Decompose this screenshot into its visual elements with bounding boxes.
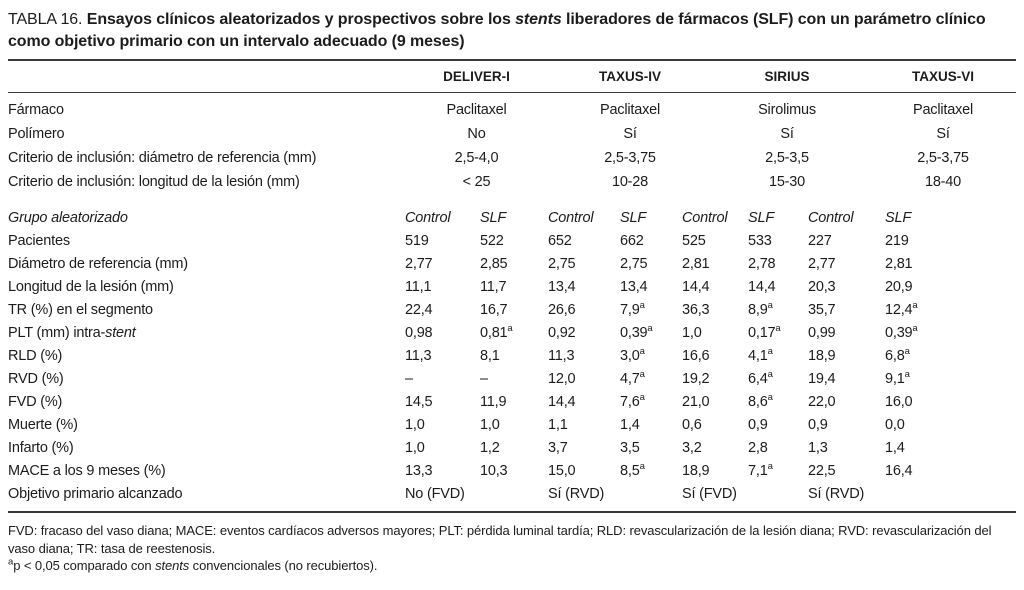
cell-value: 35,7: [808, 302, 836, 318]
footnote-abbreviations: FVD: fracaso del vaso diana; MACE: eventos cardíacos adversos mayores; PLT: pérdida luminal tardía; RLD: revascularización de la lesión diana; RVD: revascularización del vaso diana; TR: tasa de reestenosis.: [8, 523, 992, 556]
cell-value: 8,1: [480, 348, 500, 364]
info-value: 18-40: [924, 174, 962, 190]
row-label: FVD (%): [8, 394, 63, 410]
cell-value: 16,7: [480, 302, 508, 318]
cell-value: 1,0: [405, 417, 425, 433]
cell-value: –: [480, 371, 488, 387]
info-value: Sí: [623, 126, 637, 142]
footnotes: [8, 522, 1016, 575]
cell-value: 9,1$^a$: [885, 369, 910, 387]
cell-value: 1,2: [480, 440, 500, 456]
cell-value: 10,3: [480, 463, 508, 479]
footnote-significance: $^a$p < 0,05 comparado con stents convencionales (no recubiertos).: [8, 556, 378, 573]
trial-column-header: TAXUS-VI: [911, 69, 974, 84]
cell-value: 4,7$^a$: [620, 369, 645, 387]
cell-value: 3,2: [682, 440, 702, 456]
info-value: Paclitaxel: [912, 102, 974, 118]
cell-value: 2,77: [808, 256, 836, 272]
cell-value: 2,78: [748, 256, 776, 272]
row-label: Muerte (%): [8, 417, 78, 433]
row-label: MACE a los 9 meses (%): [8, 463, 166, 479]
cell-value: 522: [480, 233, 504, 249]
row-label: Infarto (%): [8, 440, 74, 456]
subcolumn-header-control: Control: [808, 210, 854, 226]
cell-value: 652: [548, 233, 572, 249]
cell-value: 22,5: [808, 463, 836, 479]
cell-value: 14,4: [682, 279, 710, 295]
row-label: Diámetro de referencia (mm): [8, 256, 188, 272]
row-label: Objetivo primario alcanzado: [8, 486, 183, 502]
endpoint-value: No (FVD): [405, 486, 465, 502]
cell-value: 11,1: [405, 279, 432, 295]
info-value: 2,5-3,75: [604, 150, 656, 166]
table-row: [8, 230, 1016, 253]
info-row: [8, 146, 1016, 170]
cell-value: 7,6$^a$: [620, 392, 645, 410]
cell-value: 0,0: [885, 417, 905, 433]
cell-value: 8,6$^a$: [748, 392, 773, 410]
cell-value: 16,4: [885, 463, 913, 479]
cell-value: 18,9: [682, 463, 710, 479]
cell-value: 19,4: [808, 371, 836, 387]
cell-value: 2,81: [885, 256, 913, 272]
data-rows: [8, 230, 1016, 483]
table-row: [8, 253, 1016, 276]
bottom-rule: [8, 511, 1016, 513]
info-value: Paclitaxel: [599, 102, 661, 118]
cell-value: 20,3: [808, 279, 836, 295]
row-label: Longitud de la lesión (mm): [8, 279, 174, 295]
cell-value: 2,77: [405, 256, 433, 272]
row-label: Fármaco: [8, 102, 64, 118]
cell-value: 227: [808, 233, 832, 249]
endpoint-row: [8, 483, 1016, 506]
row-label: RLD (%): [8, 348, 63, 364]
subcolumn-header-slf: SLF: [480, 210, 506, 226]
cell-value: 519: [405, 233, 429, 249]
trial-column-header: DELIVER-I: [443, 69, 510, 84]
cell-value: 0,39$^a$: [885, 323, 918, 341]
cell-value: 3,0$^a$: [620, 346, 645, 364]
table-row: [8, 437, 1016, 460]
cell-value: 6,8$^a$: [885, 346, 910, 364]
cell-value: 7,1$^a$: [748, 461, 773, 479]
info-value: 2,5-3,5: [765, 150, 809, 166]
info-value: 15-30: [768, 174, 806, 190]
info-value: Sí: [780, 126, 794, 142]
cell-value: 1,0: [405, 440, 425, 456]
cell-value: 14,5: [405, 394, 433, 410]
table-row: [8, 299, 1016, 322]
cell-value: 8,9$^a$: [748, 300, 773, 318]
cell-value: 36,3: [682, 302, 710, 318]
row-label: Polímero: [8, 126, 65, 142]
cell-value: 0,98: [405, 325, 433, 341]
cell-value: 1,0: [682, 325, 702, 341]
cell-value: 22,0: [808, 394, 836, 410]
cell-value: 0,9: [748, 417, 768, 433]
endpoint-value: Sí (FVD): [682, 486, 737, 502]
row-label: RVD (%): [8, 371, 64, 387]
cell-value: 19,2: [682, 371, 710, 387]
cell-value: 1,3: [808, 440, 828, 456]
cell-value: 1,4: [620, 417, 640, 433]
table-row: [8, 368, 1016, 391]
cell-value: –: [405, 371, 413, 387]
cell-value: 0,81$^a$: [480, 323, 513, 341]
cell-value: 0,6: [682, 417, 702, 433]
cell-value: 21,0: [682, 394, 710, 410]
info-row: [8, 98, 1016, 122]
cell-value: 12,0: [548, 371, 576, 387]
cell-value: 11,7: [480, 279, 507, 295]
subcolumn-header-slf: SLF: [620, 210, 646, 226]
table-title: [8, 0, 1016, 52]
table-row: [8, 460, 1016, 483]
cell-value: 533: [748, 233, 772, 249]
cell-value: 0,99: [808, 325, 836, 341]
info-value: No: [467, 126, 486, 142]
cell-value: 11,3: [548, 348, 575, 364]
trial-column-header: SIRIUS: [764, 69, 810, 84]
cell-value: 2,75: [620, 256, 648, 272]
cell-value: 2,75: [548, 256, 576, 272]
cell-value: 14,4: [748, 279, 776, 295]
cell-value: 4,1$^a$: [748, 346, 773, 364]
cell-value: 0,17$^a$: [748, 323, 781, 341]
endpoint-value: Sí (RVD): [548, 486, 605, 502]
cell-value: 18,9: [808, 348, 836, 364]
trial-column-header: TAXUS-IV: [598, 69, 661, 84]
data-section: [8, 207, 1016, 506]
cell-value: 3,7: [548, 440, 568, 456]
cell-value: 2,8: [748, 440, 768, 456]
cell-value: 12,4$^a$: [885, 300, 918, 318]
cell-value: 3,5: [620, 440, 640, 456]
info-section: [8, 93, 1016, 194]
row-label: Grupo aleatorizado: [8, 210, 128, 226]
cell-value: 11,9: [480, 394, 507, 410]
info-value: 2,5-3,75: [917, 150, 969, 166]
row-label: Criterio de inclusión: diámetro de referencia (mm): [8, 150, 317, 166]
cell-value: 219: [885, 233, 909, 249]
cell-value: 15,0: [548, 463, 576, 479]
cell-value: 1,1: [548, 417, 568, 433]
subcolumn-header-slf: SLF: [748, 210, 774, 226]
info-value: 10-28: [611, 174, 649, 190]
row-label: Pacientes: [8, 233, 70, 249]
cell-value: 22,4: [405, 302, 433, 318]
info-value: < 25: [462, 174, 491, 190]
cell-value: 0,92: [548, 325, 576, 341]
row-label: PLT (mm) intra-stent: [8, 325, 136, 341]
cell-value: 16,6: [682, 348, 710, 364]
table-row: [8, 276, 1016, 299]
subcolumn-header-control: Control: [405, 210, 451, 226]
group-header-row: [8, 207, 1016, 230]
info-value: Sirolimus: [758, 102, 816, 118]
info-value: Sí: [936, 126, 950, 142]
cell-value: 7,9$^a$: [620, 300, 645, 318]
info-value: 2,5-4,0: [454, 150, 499, 166]
cell-value: 13,4: [620, 279, 648, 295]
cell-value: 8,5$^a$: [620, 461, 645, 479]
cell-value: 16,0: [885, 394, 913, 410]
table-row: [8, 322, 1016, 345]
cell-value: 2,85: [480, 256, 508, 272]
column-headers: [8, 61, 1016, 92]
cell-value: 1,0: [480, 417, 500, 433]
endpoint-value: Sí (RVD): [808, 486, 865, 502]
cell-value: 1,4: [885, 440, 905, 456]
cell-value: 13,4: [548, 279, 576, 295]
cell-value: 26,6: [548, 302, 576, 318]
subcolumn-header-control: Control: [548, 210, 594, 226]
row-label: TR (%) en el segmento: [8, 302, 153, 318]
table-row: [8, 391, 1016, 414]
info-row: [8, 170, 1016, 194]
cell-value: 13,3: [405, 463, 433, 479]
table-row: [8, 345, 1016, 368]
cell-value: 0,9: [808, 417, 828, 433]
table-row: [8, 414, 1016, 437]
row-label: Criterio de inclusión: longitud de la lesión (mm): [8, 174, 300, 190]
cell-value: 0,39$^a$: [620, 323, 653, 341]
info-value: Paclitaxel: [446, 102, 507, 118]
cell-value: 6,4$^a$: [748, 369, 773, 387]
cell-value: 11,3: [405, 348, 432, 364]
subcolumn-header-control: Control: [682, 210, 728, 226]
cell-value: 14,4: [548, 394, 576, 410]
cell-value: 20,9: [885, 279, 913, 295]
table-title-text: Ensayos clínicos aleatorizados y prospectivos sobre los stents liberadores de fármacos (SLF) con un parámetro clínico como objetivo primario con un intervalo adecuado (9 meses): [8, 11, 986, 50]
info-row: [8, 122, 1016, 146]
cell-value: 662: [620, 233, 644, 249]
cell-value: 525: [682, 233, 706, 249]
subcolumn-header-slf: SLF: [885, 210, 911, 226]
cell-value: 2,81: [682, 256, 710, 272]
table-number: TABLA 16.: [8, 11, 83, 28]
